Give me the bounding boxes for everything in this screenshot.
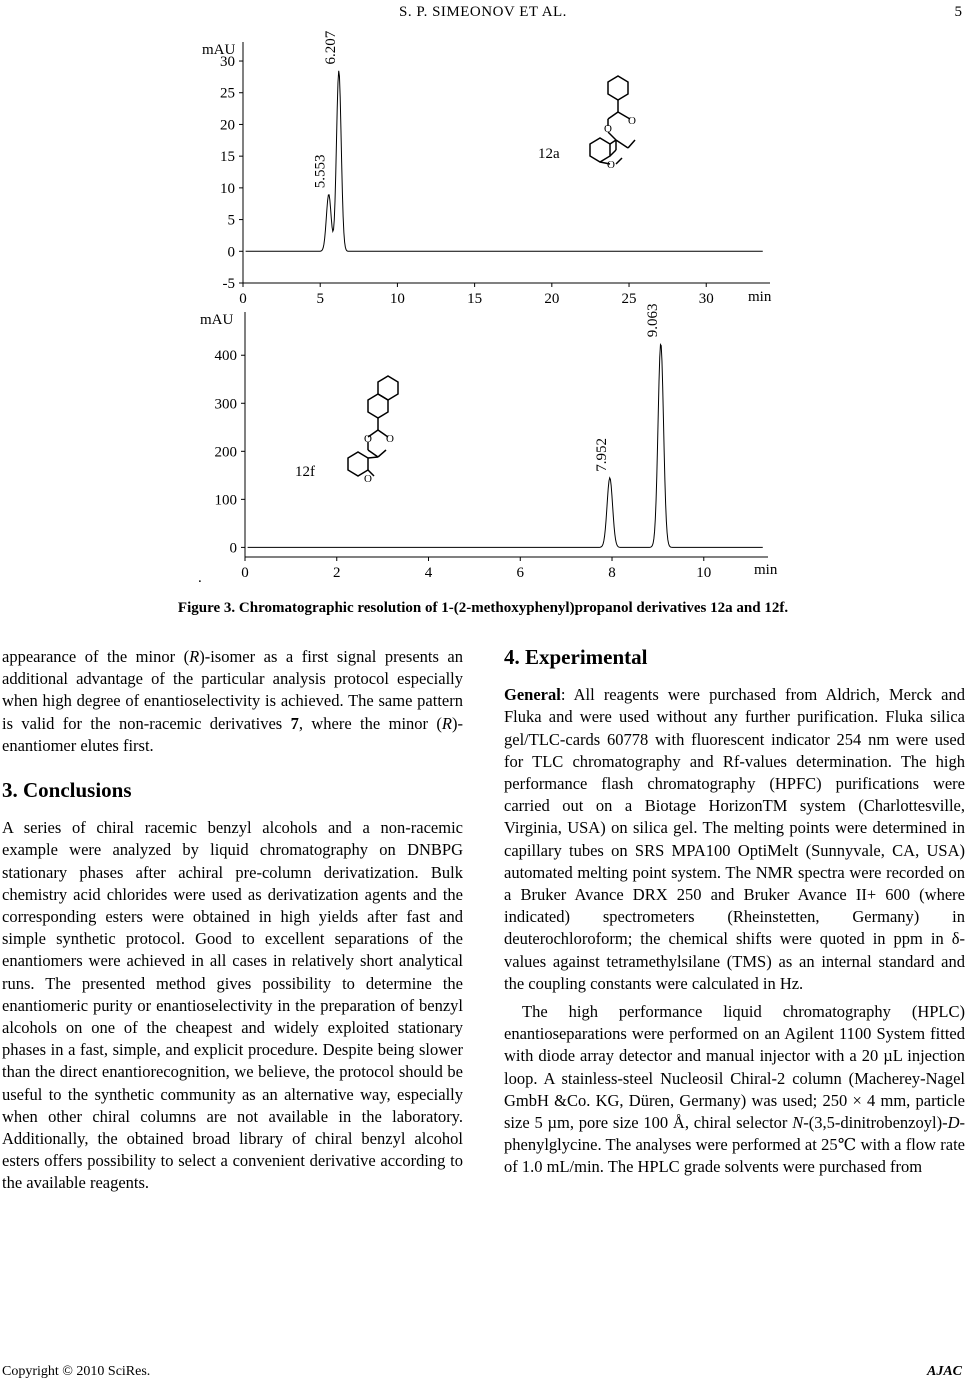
y-tick-label: 10: [220, 180, 235, 197]
svg-text:O: O: [364, 433, 372, 445]
x-tick-label: 6: [516, 565, 525, 581]
y-axis-label-12f: mAU: [200, 312, 234, 328]
y-tick-label: 25: [220, 85, 235, 102]
x-tick-label: 15: [467, 291, 483, 307]
y-tick-label: 400: [214, 348, 237, 365]
y-tick-label: 0: [227, 244, 235, 261]
x-tick-label: 30: [698, 291, 714, 307]
general-paragraph: General: All reagents were purchased from Aldrich, Merck and Fluka and were used without any further purification. Fluka silica gel/TLC-cards 60778 with fluorescent indicator 254 nm were used for TLC chromatography and Rf-values determination. The high performance flash chromatography (HPFC) purifications were carried out on a Biotage HorizonTM system (Charlottesville, Virginia, USA) on silica gel. The melting points were determined in capillary tubes on SRS MPA100 OptiMelt (Sunnyvale, CA, USA) automated melting point system. The NMR spectra were recorded on a Bruker Avance DRX 250 and Bruker Avance II+ 600 (where indicated) spectrometers (Rheinstetten, Germany) in deuterochloroform; the chemical shifts were quoted in ppm in δ-values against tetramethylsilane (TMS) as an internal standard and the coupling constants were calculated in Hz.: [504, 685, 965, 993]
figure-3: [190, 30, 790, 590]
peak-label: 6.207: [322, 30, 339, 65]
x-tick-label: 4: [424, 565, 433, 581]
hplc-paragraph: The high performance liquid chromatography (HPLC) enantioseparations were performed on an Agilent 1100 System fitted with diode array detector and manual injector with a 20 µL injection loop. A stainless-steel Nucleosil Chiral-2 column (Macherey-Nagel GmbH &Co. KG, Düren, Germany) was used; 250 × 4 mm, particle size 5 µm, pore size 100 Å, chiral selector N-(3,5-dinitrobenzoyl)-D-phenylglycine. The analyses were performed at 25℃ with a flow rate of 1.0 mL/min. The HPLC grade solvents were purchased from: [504, 1002, 965, 1177]
svg-text:O: O: [386, 433, 394, 445]
x-tick-label: 25: [621, 291, 637, 307]
x-axis-label-12a: min: [748, 289, 772, 305]
svg-text:O: O: [364, 473, 372, 485]
left-column: [2, 646, 463, 1195]
conclusions-paragraph: A series of chiral racemic benzyl alcohols and a non-racemic example were analyzed by liquid chromatography on DNBPG stationary phases after achiral pre-column derivatization. Bulk chemistry acid chlorides were used as derivatization agents and the corresponding esters were obtained in high yields after fast and simple synthetic protocol. Good to excellent separations of the enantiomers were achieved in all cases in relatively short analytical runs. The presented method gives possibility to determine the enantiomeric purity or enantioselectivity in the preparation of benzyl alcohols on one of the cheapest and widely exploited stationary phases in a fast, simple, and explicit procedure. Despite being slower than the direct enantiorecognition, we believe, the protocol should be useful to the synthetic community as an alternative way, especially when other chiral columns are not available in the laboratory. Additionally, the obtained broad library of chiral benzyl alcohol esters offers possibility to select a convenient derivative according to the available reagents.: [2, 818, 463, 1193]
y-tick-label: 5: [227, 212, 235, 229]
x-tick-label: 2: [333, 565, 341, 581]
peak-label: 9.063: [644, 303, 661, 338]
y-tick-label: 100: [214, 492, 237, 509]
running-title: S. P. SIMEONOV ET AL.: [399, 4, 567, 20]
chromatogram-figure: [190, 30, 790, 590]
chromatogram-12f: [198, 303, 778, 586]
x-axis-label-12f: min: [754, 562, 778, 578]
y-axis-label-12a: mAU: [202, 42, 236, 58]
footer-journal: AJAC: [926, 1364, 962, 1379]
y-tick-label: 30: [220, 54, 235, 71]
x-tick-label: 5: [316, 291, 324, 307]
svg-text:O: O: [604, 123, 612, 135]
chromatogram-trace-12f: [248, 345, 763, 548]
x-tick-label: 10: [696, 565, 712, 581]
experimental-heading: 4. Experimental: [504, 645, 648, 669]
intro-paragraph: appearance of the minor (R)-isomer as a first signal presents an additional advantage of the particular analysis protocol especially when high degree of enantioselectivity is achieved. The same pattern is valid for the non-racemic derivatives 7, where the minor (R)-enantiomer elutes first.: [2, 647, 463, 755]
chromatogram-12a: [202, 30, 772, 307]
footer-copyright: Copyright © 2010 SciRes.: [2, 1364, 151, 1379]
y-tick-label: 300: [214, 396, 237, 413]
y-tick-label: 15: [220, 149, 235, 166]
peak-label: 7.952: [593, 437, 610, 472]
x-tick-label: 0: [239, 291, 247, 307]
svg-text:O: O: [628, 115, 636, 127]
x-tick-label: 0: [241, 565, 249, 581]
y-tick-label: 20: [220, 117, 235, 134]
y-tick-label: 200: [214, 444, 237, 461]
peak-label: 5.553: [312, 154, 329, 189]
running-header: [0, 4, 966, 26]
general-label: General: [504, 685, 561, 705]
x-tick-label: 10: [389, 291, 405, 307]
x-tick-label: 8: [608, 565, 616, 581]
conclusions-heading: 3. Conclusions: [2, 778, 132, 803]
compound-label-12a: 12a: [538, 146, 560, 162]
right-column: [504, 646, 965, 1179]
page-number: 5: [954, 4, 962, 20]
compound-label-12f: 12f: [295, 464, 315, 480]
x-tick-label: 20: [544, 291, 560, 307]
figure-dot: .: [198, 570, 202, 586]
svg-text:O: O: [607, 159, 615, 171]
y-tick-label: 0: [229, 540, 237, 557]
figure-caption: Figure 3. Chromatographic resolution of 1-(2-methoxyphenyl)propanol derivatives 12a and 12f.: [177, 600, 789, 616]
y-tick-label: -5: [222, 276, 235, 292]
structure-12f-icon: [348, 376, 398, 476]
